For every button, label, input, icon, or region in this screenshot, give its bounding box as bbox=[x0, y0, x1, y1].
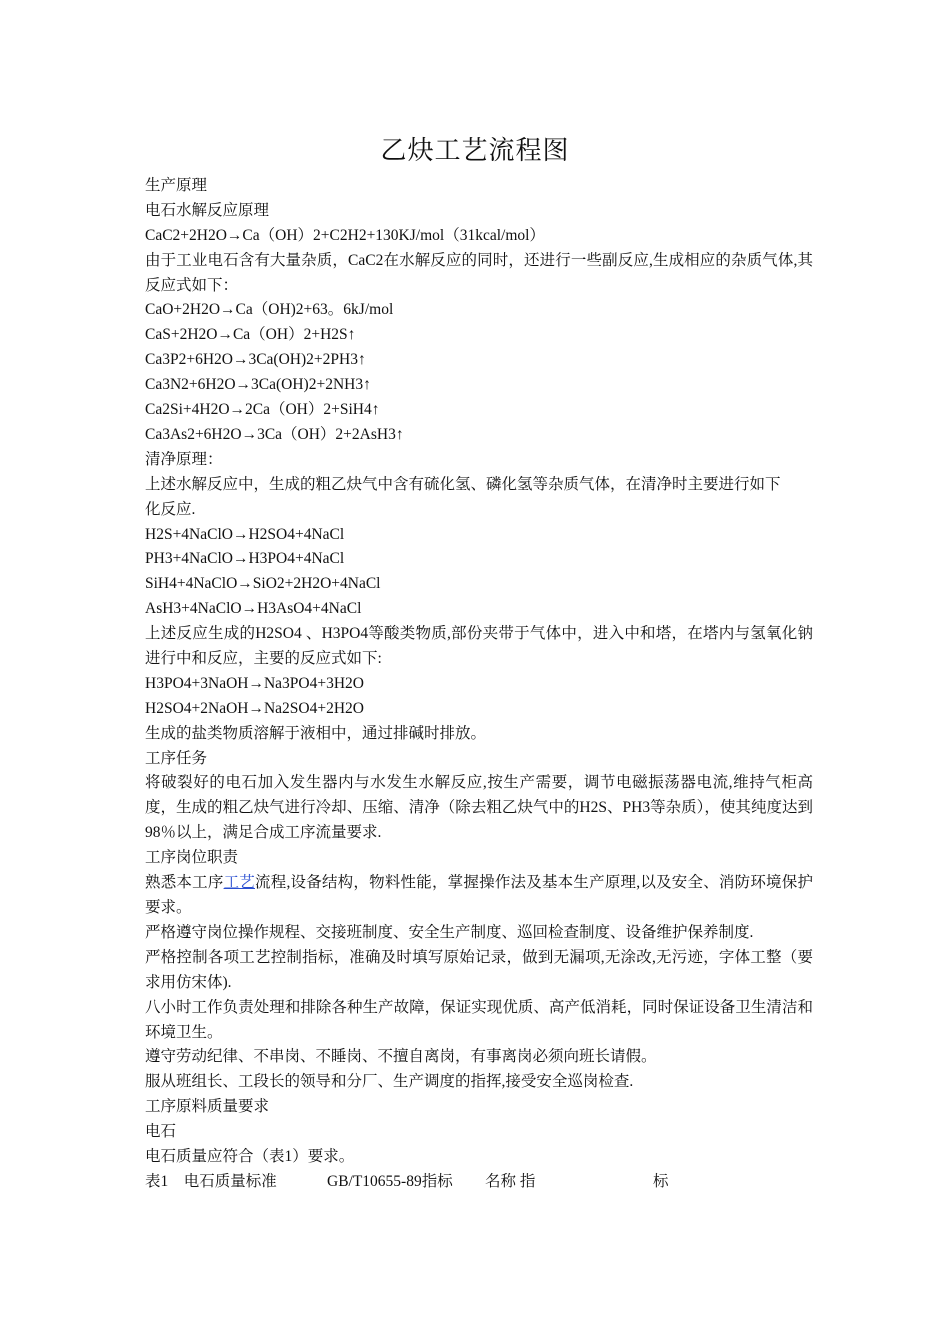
page-title: 乙炔工艺流程图 bbox=[380, 136, 570, 165]
section-heading-duty: 工序岗位职责 bbox=[145, 849, 239, 867]
equation: PH3+4NaClO→H3PO4+4NaCl bbox=[145, 550, 345, 568]
equation: H2SO4+2NaOH→Na2SO4+2H2O bbox=[145, 699, 364, 717]
section-heading-material: 工序原料质量要求 bbox=[145, 1098, 270, 1116]
subheading-cleaning: 清净原理： bbox=[145, 450, 223, 468]
duty-text-before: 熟悉本工序 bbox=[145, 874, 224, 892]
table-caption-row bbox=[145, 1170, 813, 1195]
subheading-hydrolysis: 电石水解反应原理 bbox=[145, 201, 270, 219]
paragraph-duty-discipline: 遵守劳动纪律、不串岗、不睡岗、不擅自离岗，有事离岗必须向班长请假。 bbox=[145, 1048, 657, 1066]
section-heading-principle: 生产原理 bbox=[145, 177, 208, 194]
process-link[interactable]: 工艺 bbox=[223, 874, 256, 892]
paragraph-task: 将破裂好的电石加入发生器内与水发生水解反应,按生产需要，调节电磁振荡器电流,维持气柜高度，生成的粗乙炔气进行冷却、压缩、清净（除去粗乙炔气中的H2S、PH3等杂质），使其纯度达到98％以上，满足合成工序流量要求. bbox=[145, 774, 813, 842]
paragraph-cleaning-end: 化反应. bbox=[145, 500, 196, 518]
equation: Ca3P2+6H2O→3Ca(OH)2+2PH3↑ bbox=[145, 351, 366, 369]
paragraph-duty-rules: 严格遵守岗位操作规程、交接班制度、安全生产制度、巡回检查制度、设备维护保养制度. bbox=[145, 923, 754, 941]
equation: Ca2Si+4H2O→2Ca（OH）2+SiH4↑ bbox=[145, 401, 380, 419]
equation: H3PO4+3NaOH→Na3PO4+3H2O bbox=[145, 674, 364, 692]
paragraph-duty-records: 严格控制各项工艺控制指标，准确及时填写原始记录，做到无漏项,无涂改,无污迹，字体工整（要求用仿宋体). bbox=[145, 948, 813, 991]
paragraph-cleaning: 上述水解反应中，生成的粗乙炔气中含有硫化氢、磷化氢等杂质气体，在清净时主要进行如下 bbox=[145, 475, 781, 493]
equation: AsH3+4NaClO→H3AsO4+4NaCl bbox=[145, 600, 362, 618]
equation: CaS+2H2O→Ca（OH）2+H2S↑ bbox=[145, 326, 356, 344]
table-header-index: 标 bbox=[653, 1172, 669, 1190]
equation: SiH4+4NaClO→SiO2+2H2O+4NaCl bbox=[145, 575, 381, 593]
paragraph-salt-discharge: 生成的盐类物质溶解于液相中，通过排碱时排放。 bbox=[145, 724, 487, 742]
document-body bbox=[145, 174, 813, 1195]
paragraph-duty-obey: 服从班组长、工段长的领导和分厂、生产调度的指挥,接受安全巡岗检查. bbox=[145, 1073, 634, 1091]
table-standard: GB/T10655-89指标 bbox=[327, 1172, 453, 1190]
equation: Ca3N2+6H2O→3Ca(OH)2+2NH3↑ bbox=[145, 376, 371, 394]
subheading-carbide: 电石 bbox=[145, 1123, 177, 1141]
equation-main: CaC2+2H2O→Ca（OH）2+C2H2+130KJ/mol（31kcal/mol） bbox=[145, 226, 545, 244]
table-caption: 表1 电石质量标准 bbox=[145, 1172, 277, 1190]
equation: H2S+4NaClO→H2SO4+4NaCl bbox=[145, 525, 345, 543]
table-header-name: 名称 指 bbox=[485, 1172, 536, 1190]
paragraph-neutralization: 上述反应生成的H2SO4 、H3PO4等酸类物质,部份夹带于气体中，进入中和塔，在塔内与氢氧化钠进行中和反应，主要的反应式如下: bbox=[145, 625, 813, 667]
paragraph-duty-familiarize bbox=[145, 871, 813, 921]
equation: CaO+2H2O→Ca（OH)2+63。6kJ/mol bbox=[145, 301, 394, 319]
equation: Ca3As2+6H2O→3Ca（OH）2+2AsH3↑ bbox=[145, 425, 404, 443]
paragraph-duty-faults: 八小时工作负责处理和排除各种生产故障，保证实现优质、高产低消耗，同时保证设备卫生清洁和环境卫生。 bbox=[145, 998, 813, 1041]
duty-text-after: 流程,设备结构，物料性能，掌握操作法及基本生产原理,以及安全、消防环境保护要求。 bbox=[145, 874, 813, 916]
paragraph-side-reactions: 由于工业电石含有大量杂质，CaC2在水解反应的同时，还进行一些副反应,生成相应的杂质气体,其反应式如下： bbox=[145, 251, 813, 294]
section-heading-task: 工序任务 bbox=[145, 749, 208, 767]
paragraph-carbide: 电石质量应符合（表1）要求。 bbox=[145, 1148, 355, 1165]
